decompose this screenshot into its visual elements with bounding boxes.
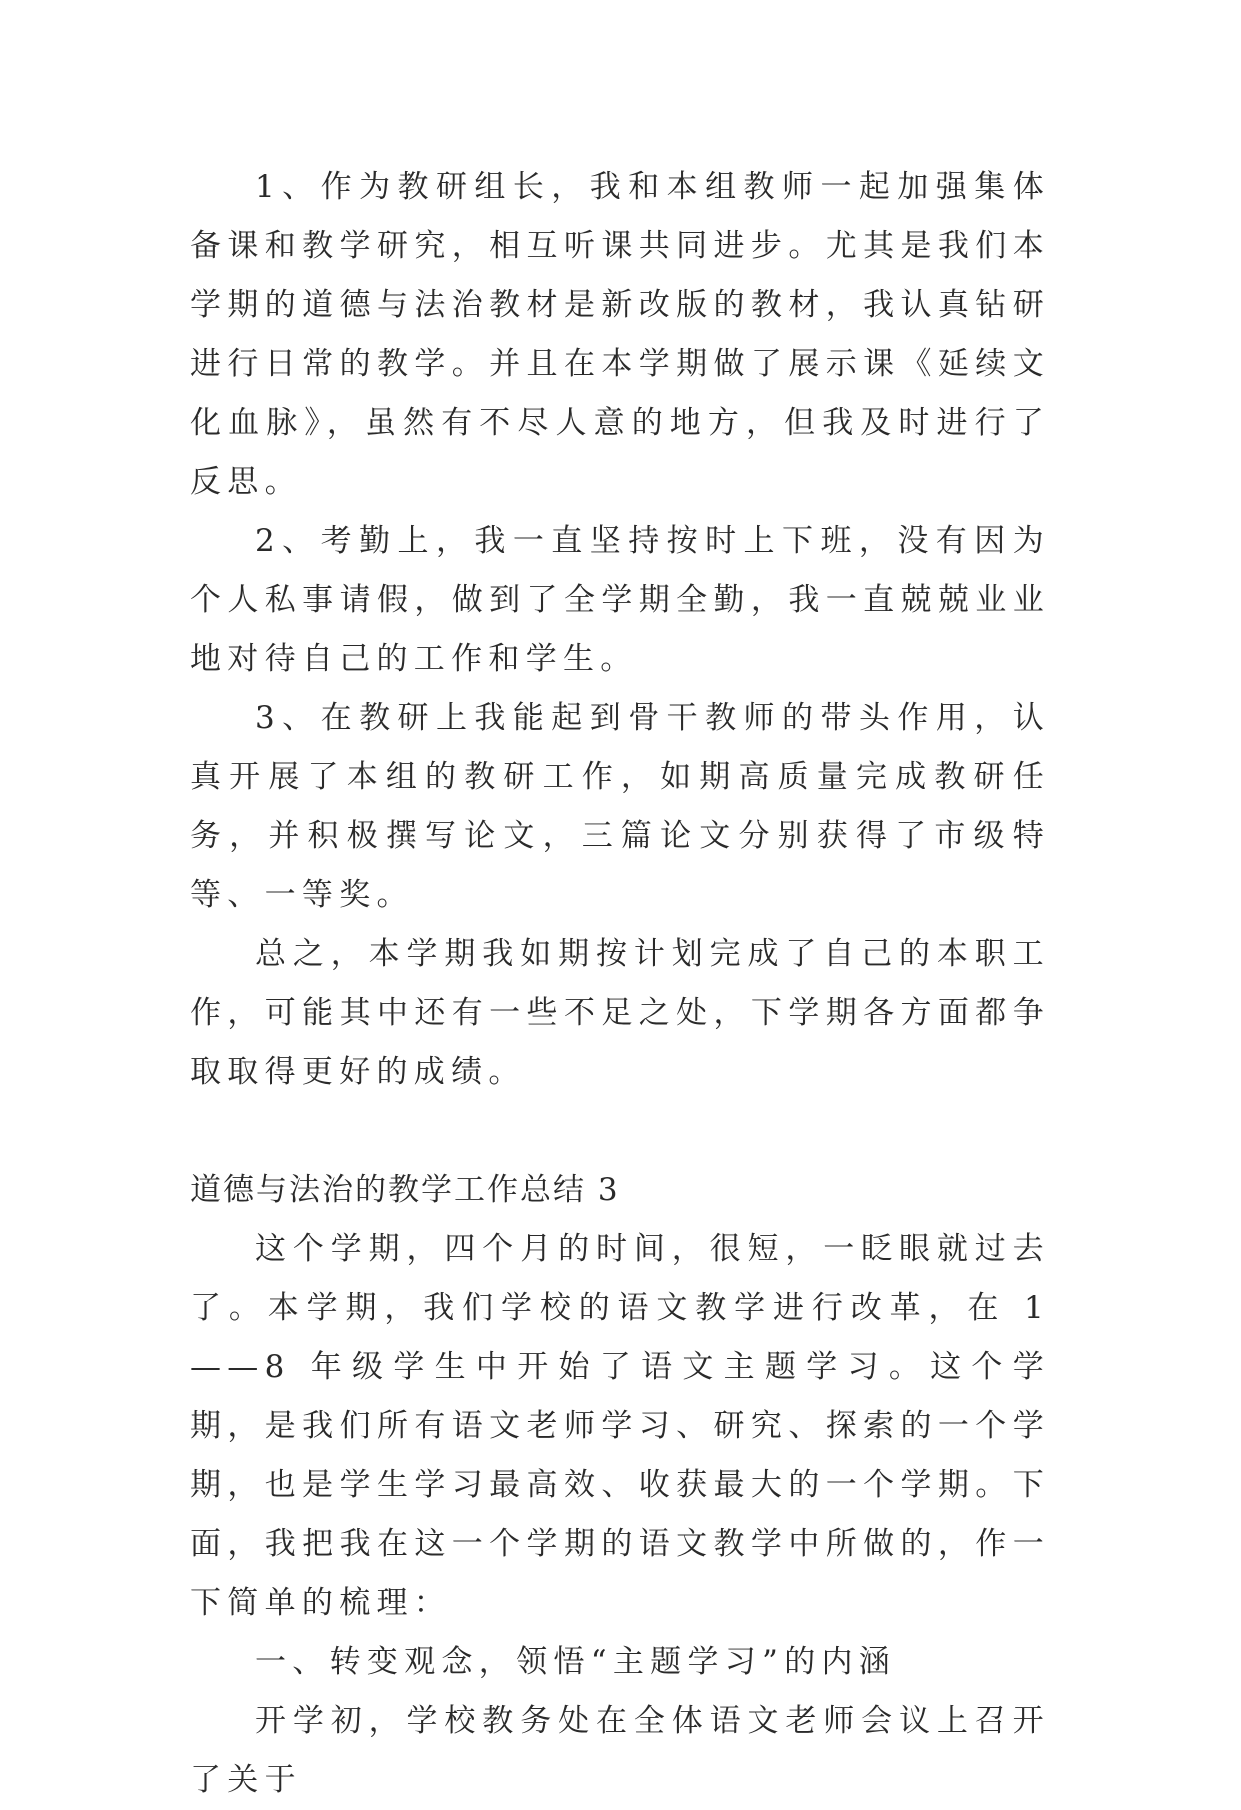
subheading-change-concept: 一、转变观念，领悟“主题学习”的内涵: [255, 1644, 897, 1680]
paragraph-semester-intro: 这个学期，四个月的时间，很短，一眨眼就过去了。本学期，我们学校的语文教学进行改革，在 1——8 年级学生中开始了语文主题学习。这个学期，是我们所有语文老师学习、研究、探索的一个学期，也是学生学习最高效、收获最大的一个学期。下面，我把我在这一个学期的语文教学中所做的，作一下简单的梳理：: [190, 1231, 1050, 1621]
section-title: 道德与法治的教学工作总结 3: [190, 1172, 620, 1208]
document-page: [190, 158, 1050, 1810]
paragraph-teaching-research: 1、作为教研组长，我和本组教师一起加强集体备课和教学研究，相互听课共同进步。尤其是我们本学期的道德与法治教材是新改版的教材，我认真钻研进行日常的教学。并且在本学期做了展示课《延续文化血脉》，虽然有不尽人意的地方，但我及时进行了反思。: [190, 169, 1050, 500]
paragraph-research-leadership: 3、在教研上我能起到骨干教师的带头作用，认真开展了本组的教研工作，如期高质量完成教研任务，并积极撰写论文，三篇论文分别获得了市级特等、一等奖。: [190, 700, 1050, 913]
paragraph-semester-start: 开学初，学校教务处在全体语文老师会议上召开了关于: [190, 1703, 1050, 1798]
paragraph-summary: 总之，本学期我如期按计划完成了自己的本职工作，可能其中还有一些不足之处，下学期各方面都争取取得更好的成绩。: [190, 936, 1050, 1090]
paragraph-attendance: 2、考勤上，我一直坚持按时上下班，没有因为个人私事请假，做到了全学期全勤，我一直兢兢业业地对待自己的工作和学生。: [190, 523, 1050, 677]
